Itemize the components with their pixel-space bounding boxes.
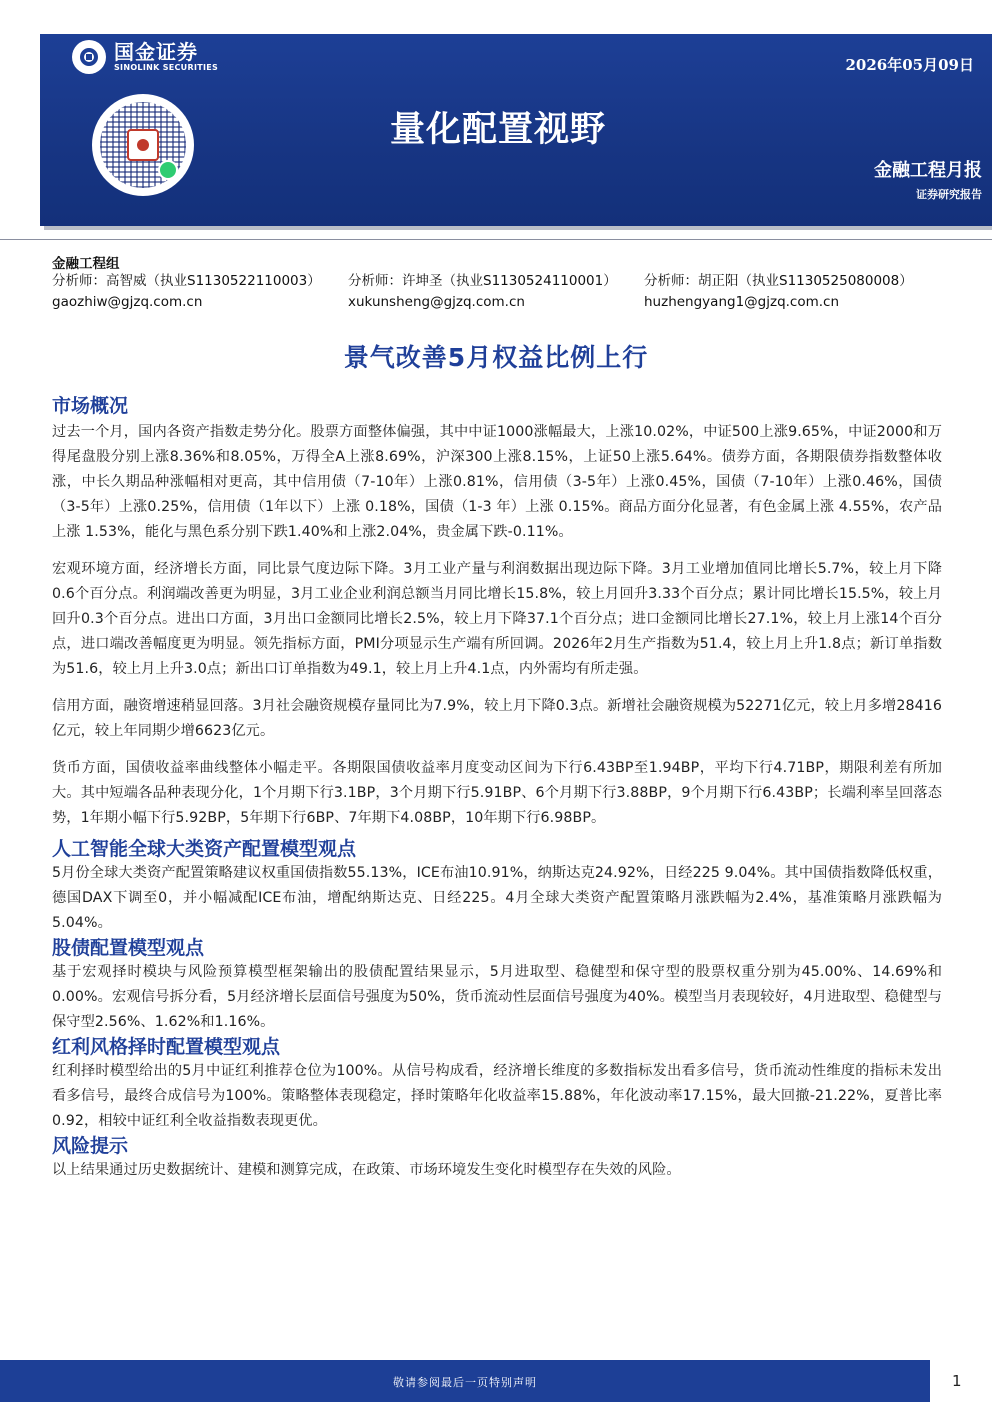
analyst-3 [644,272,913,311]
page-number: 1 [952,1372,962,1390]
report-date: 2026年05月09日 [845,56,974,74]
ai-paragraph-1: 5月份全球大类资产配置策略建议权重国债指数55.13%，ICE布油10.91%，纳斯达克24.92%，日经225 9.04%。其中国债指数降低权重，德国DAX下调至0，并小幅减配ICE布油，增配纳斯达克、日经225。4月全球大类资产配置策略月涨跌幅为2.4%，基准策略月涨跌幅为5.04%。 [52,865,942,931]
footer-disclaimer[interactable]: 敬请参阅最后一页特别声明 [393,1376,537,1389]
section-title-risk: 风险提示 [52,1135,129,1157]
stock-bond-paragraph-1: 基于宏观择时模块与风险预算模型框架输出的股债配置结果显示，5月进取型、稳健型和保守型的股票权重分别为45.00%、14.69%和0.00%。宏观信号拆分看，5月经济增长层面信号强度为50%，货币流动性层面信号强度为40%。模型当月表现较好，4月进取型、稳健型与保守型2.56%、1.62%和1.16%。 [52,964,942,1030]
banner-shadow [44,226,992,230]
analyst-name: 分析师：胡正阳（执业S1130525080008） [644,273,913,289]
dividend-paragraph-1: 红利择时模型给出的5月中证红利推荐仓位为100%。从信号构成看，经济增长维度的多数指标发出看多信号，货币流动性维度的指标未发出看多信号，最终合成信号为100%。策略整体表现稳定，择时策略年化收益率15.88%，年化波动率17.15%，最大回撤-21.22%，夏普比率0.92，相较中证红利全收益指数表现更优。 [52,1063,942,1129]
report-subtype: 证券研究报告 [916,188,982,201]
section-title-dividend: 红利风格择时配置模型观点 [52,1036,281,1058]
section-title-stock-bond: 股债配置模型观点 [52,937,205,959]
report-headline: 景气改善5月权益比例上行 [343,343,649,372]
market-paragraph-2: 宏观环境方面，经济增长方面，同比景气度边际下降。3月工业产量与利润数据出现边际下降。3月工业增加值同比增长5.7%，较上月下降0.6个百分点。利润端改善更为明显，3月工业企业利润总额当月同比增长15.8%，较上月回升3.33个百分点；累计同比增长15.5%，较上月回升0.3个百分点。进出口方面，3月出口金额同比增长2.5%，较上月下降37.1个百分点；进口金额同比增长27.1%，较上月上涨14个百分点，进口端改善幅度更为明显。领先指标方面，PMI分项显示生产端有所回调。2026年2月生产指数为51.4，较上月上升1.8点；新订单指数为51.6，较上月上升3.0点；新出口订单指数为49.1，较上月上升4.1点，内外需均有所走强。 [52,561,942,677]
section-title-market: 市场概况 [52,395,129,417]
market-paragraph-1: 过去一个月，国内各资产指数走势分化。股票方面整体偏强，其中中证1000涨幅最大，上涨10.02%，中证500上涨9.65%，中证2000和万得尾盘股分别上涨8.36%和8.05%，万得全A上涨8.69%，沪深300上涨8.15%，上证50上涨5.64%。债券方面，各期限债券指数整体收涨，中长久期品种涨幅相对更高，其中信用债（7-10年）上涨0.81%，信用债（3-5年）上涨0.45%，国债（7-10年）上涨0.46%，国债（3-5年）上涨0.25%，信用债（1年以下）上涨 0.18%，国债（1-3 年）上涨 0.15%。商品方面分化显著，有色金属上涨 4.55%，农产品上涨 1.53%，能化与黑色系分别下跌1.40%和上涨2.04%，贵金属下跌-0.11%。 [52,424,942,540]
analyst-1 [52,272,321,311]
logo-cn: 国金证券 [114,40,198,64]
analyst-email[interactable]: huzhengyang1@gjzq.com.cn [644,294,840,310]
risk-paragraph-1: 以上结果通过历史数据统计、建模和测算完成，在政策、市场环境发生变化时模型存在失效的风险。 [52,1162,681,1178]
logo-icon [72,40,106,74]
company-logo [72,40,218,74]
analyst-2 [348,272,617,311]
header-divider [0,239,992,240]
report-type: 金融工程月报 [874,160,982,181]
market-paragraph-4: 货币方面，国债收益率曲线整体小幅走平。各期限国债收益率月度变动区间为下行6.43BP至1.94BP，平均下行4.71BP，期限利差有所加大。其中短端各品种表现分化，1个月期下行3.1BP，3个月期下行5.91BP、6个月期下行3.88BP，9个月期下行6.43BP；长端利率呈回落态势，1年期小幅下行5.92BP，5年期下行6BP、7年期下4.08BP，10年期下行6.98BP。 [52,760,942,826]
report-title: 量化配置视野 [390,110,607,150]
analyst-name: 分析师：许坤圣（执业S1130524110001） [348,273,617,289]
analyst-name: 分析师：高智威（执业S1130522110003） [52,273,321,289]
team-name: 金融工程组 [52,256,120,272]
report-body [52,394,942,1183]
market-paragraph-3: 信用方面，融资增速稍显回落。3月社会融资规模存量同比为7.9%，较上月下降0.3点。新增社会融资规模为52271亿元，较上月多增28416亿元，较上年同期少增6623亿元。 [52,698,942,739]
analyst-email[interactable]: gaozhiw@gjzq.com.cn [52,294,203,310]
analyst-email[interactable]: xukunsheng@gjzq.com.cn [348,294,525,310]
section-title-ai: 人工智能全球大类资产配置模型观点 [52,838,357,860]
qr-code-icon [92,94,194,196]
logo-en: SINOLINK SECURITIES [114,63,219,72]
